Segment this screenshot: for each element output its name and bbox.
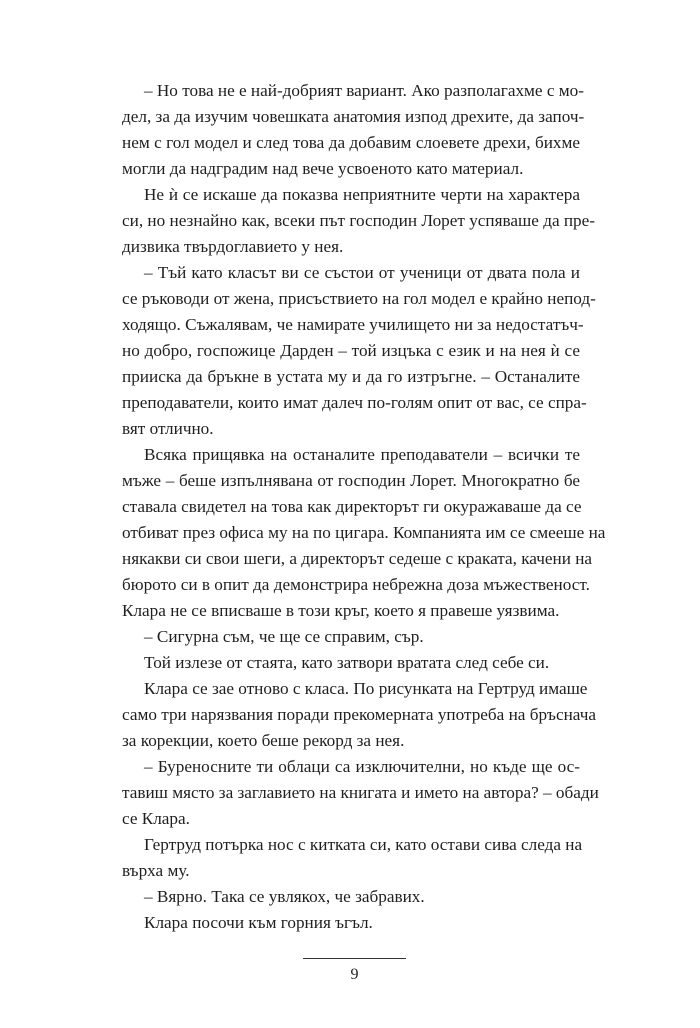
text-line: Клара не се вписваше в този кръг, което я правеше уязвима. [122, 601, 560, 620]
paragraph [122, 260, 596, 442]
paragraph [122, 182, 596, 260]
text-line: Всяка прищявка на останалите преподаватели – всички те [144, 445, 580, 464]
text-line: нем с гол модел и след това да добавим слоевете дрехи, бихме [122, 133, 580, 152]
text-line: – Тъй като класът ви се състои от ученици от двата пола и [144, 263, 580, 282]
text-line: вят отлично. [122, 419, 214, 438]
paragraph [122, 650, 580, 676]
text-line: Той излезе от стаята, като затвори вратата след себе си. [144, 653, 550, 672]
body-text [122, 78, 606, 936]
text-line: си, но незнайно как, всеки път господин Лорет успяваше да пре- [122, 211, 596, 230]
footer-rule [303, 958, 406, 959]
paragraph [122, 754, 599, 832]
text-line: – Сигурна съм, че ще се справим, сър. [144, 627, 424, 646]
text-line: се ръководи от жена, присъствието на гол модел е крайно непод- [122, 289, 596, 308]
paragraph [122, 884, 580, 910]
text-line: се Клара. [122, 809, 190, 828]
paragraph [122, 676, 596, 754]
text-line: преподаватели, които имат далеч по-голям опит от вас, се спра- [122, 393, 587, 412]
text-line: ходящо. Съжалявам, че намирате училището ни за недостатъч- [122, 315, 584, 334]
text-line: Не ѝ се искаше да показва неприятните черти на характера [144, 185, 580, 204]
text-line: Клара посочи към горния ъгъл. [144, 913, 373, 932]
page-number: 9 [350, 966, 359, 983]
text-line: дел, за да изучим човешката анатомия изпод дрехите, да започ- [122, 107, 585, 126]
text-line: за корекции, което беше рекорд за нея. [122, 731, 405, 750]
paragraph [122, 624, 580, 650]
text-line: мъже – беше изпълнявана от господин Лорет. Многократно бе [122, 471, 580, 490]
text-line: дизвика твърдоглавието у нея. [122, 237, 344, 256]
text-line: – Но това не е най-добрият вариант. Ако разполагахме с мо- [144, 81, 584, 100]
paragraph [122, 910, 580, 936]
paragraph [122, 78, 585, 182]
paragraph [122, 442, 606, 624]
text-line: само три нарязвания поради прекомерната употреба на бръснача [122, 705, 596, 724]
text-line: тавиш място за заглавието на книгата и името на автора? – обади [122, 783, 599, 802]
text-line: – Буреносните ти облаци са изключителни, но къде ще ос- [144, 757, 580, 776]
text-line: върха му. [122, 861, 190, 880]
text-line: бюрото си в опит да демонстрира небрежна доза мъжественост. [122, 575, 590, 594]
text-line: някакви си свои шеги, а директорът седеше с краката, качени на [122, 549, 593, 568]
paragraph [122, 832, 583, 884]
text-line: ставала свидетел на това как директорът ги окуражаваше да се [122, 497, 582, 516]
text-line: Клара се зае отново с класа. По рисунката на Гертруд имаше [144, 679, 588, 698]
text-line: прииска да бръкне в устата му и да го изтръгне. – Останалите [122, 367, 580, 386]
text-line: могли да надградим над вече усвоеното като материал. [122, 159, 524, 178]
text-line: – Вярно. Така се увлякох, че забравих. [144, 887, 425, 906]
text-line: но добро, госпожице Дарден – той изцъка с език и на нея ѝ се [122, 341, 580, 360]
text-line: Гертруд потърка нос с китката си, като остави сива следа на [144, 835, 583, 854]
text-line: отбиват през офиса му на по цигара. Компанията им се смееше на [122, 523, 606, 542]
